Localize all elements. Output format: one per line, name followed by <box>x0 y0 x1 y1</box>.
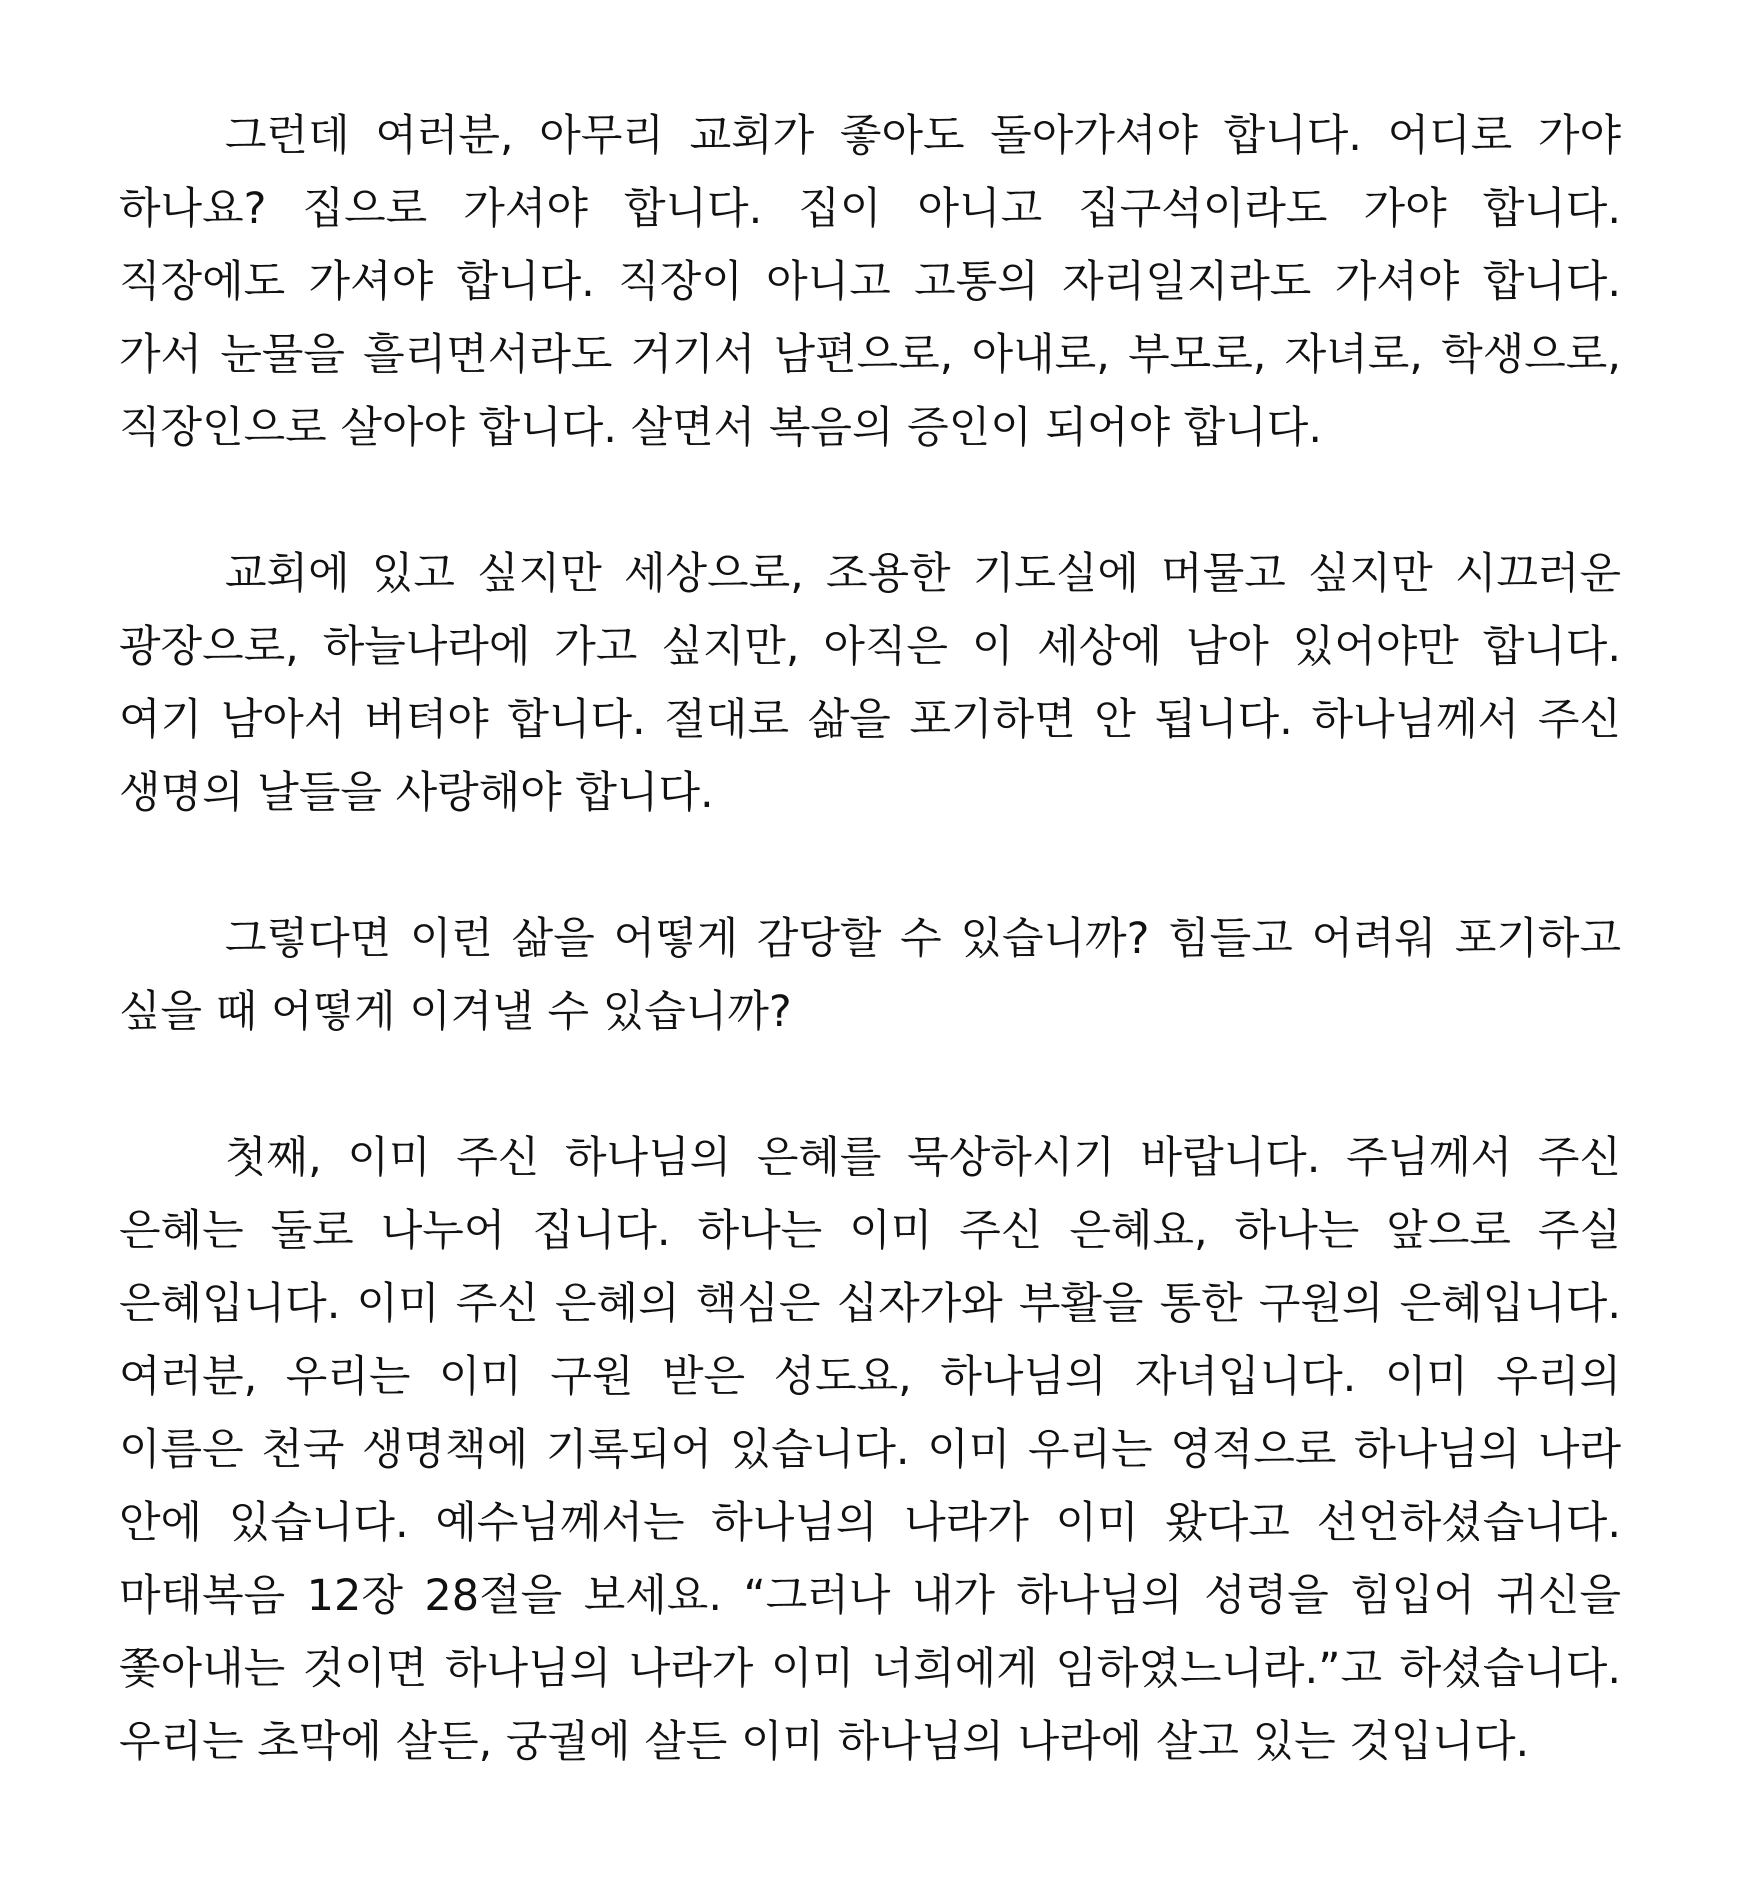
paragraph: 교회에 있고 싶지만 세상으로, 조용한 기도실에 머물고 싶지만 시끄러운 광장으로, 하늘나라에 가고 싶지만, 아직은 이 세상에 남아 있어야만 합니다. 여기 남아서 버텨야 합니다. 절대로 삶을 포기하면 안 됩니다. 하나님께서 주신 생명의 날들을 사랑해야 합니다. <box>119 549 1621 818</box>
paragraph: 그런데 여러분, 아무리 교회가 좋아도 돌아가셔야 합니다. 어디로 가야 하나요? 집으로 가셔야 합니다. 집이 아니고 집구석이라도 가야 합니다. 직장에도 가셔야 합니다. 직장이 아니고 고통의 자리일지라도 가셔야 합니다. 가서 눈물을 흘리면서라도 거기서 남편으로, 아내로, 부모로, 자녀로, 학생으로, 직장인으로 살아야 합니다. 살면서 복음의 증인이 되어야 합니다. <box>119 111 1621 453</box>
paragraph: 첫째, 이미 주신 하나님의 은혜를 묵상하시기 바랍니다. 주님께서 주신 은혜는 둘로 나누어 집니다. 하나는 이미 주신 은혜요, 하나는 앞으로 주실 은혜입니다. 이미 주신 은혜의 핵심은 십자가와 부활을 통한 구원의 은혜입니다. 여러분, 우리는 이미 구원 받은 성도요, 하나님의 자녀입니다. 이미 우리의 이름은 천국 생명책에 기록되어 있습니다. 이미 우리는 영적으로 하나님의 나라 안에 있습니다. 예수님께서는 하나님의 나라가 이미 왔다고 선언하셨습니다. 마태복음 12장 28절을 보세요. “그러나 내가 하나님의 성령을 힘입어 귀신을 쫓아내는 것이면 하나님의 나라가 이미 너희에게 임하였느니라.”고 하셨습니다. 우리는 초막에 살든, 궁궐에 살든 이미 하나님의 나라에 살고 있는 것입니다. <box>119 1133 1621 1767</box>
paragraph: 그렇다면 이런 삶을 어떻게 감당할 수 있습니까? 힘들고 어려워 포기하고 싶을 때 어떻게 이겨낼 수 있습니까? <box>119 914 1621 1037</box>
document-body <box>119 100 1621 1779</box>
